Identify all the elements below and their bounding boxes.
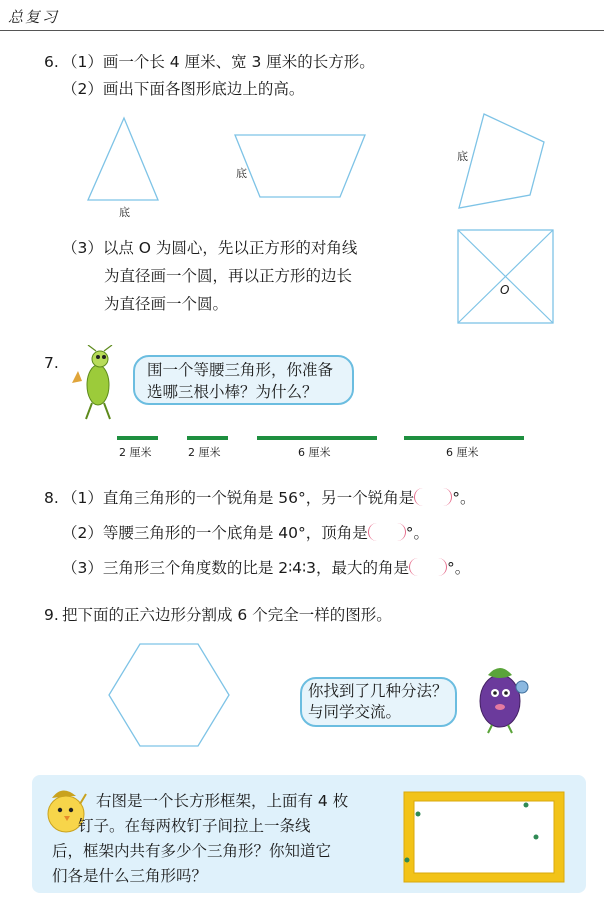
stick-label: 2 厘米 <box>119 446 152 459</box>
stick-label: 6 厘米 <box>446 446 479 459</box>
q6-shapes-figure <box>0 100 604 230</box>
q8-part3 <box>62 557 470 579</box>
stick-label: 6 厘米 <box>298 446 331 459</box>
square-with-diagonals-figure <box>456 228 556 326</box>
q7-bubble-line1: 围一个等腰三角形，你准备 <box>147 361 334 379</box>
challenge-line1: 右图是一个长方形框架，上面有 4 枚 <box>96 792 349 810</box>
q8-part1-unit: °。 <box>452 489 476 507</box>
stick-2cm-b <box>187 436 228 440</box>
header-divider <box>0 30 604 31</box>
nail-icon <box>524 803 529 808</box>
challenge-line3: 后，框架内共有多少个三角形？你知道它 <box>52 842 332 860</box>
q8-part3-unit: °。 <box>446 559 471 577</box>
triangle-shape <box>88 118 158 200</box>
hexagon-figure <box>105 640 235 750</box>
center-o-label: O <box>500 283 510 297</box>
q7-bubble-line2: 选哪三根小棒？为什么？ <box>147 383 318 401</box>
quadrilateral-base-label: 底 <box>457 150 468 163</box>
challenge-line4: 们各是什么三角形吗？ <box>52 867 208 885</box>
q8-number: 8. <box>44 489 59 507</box>
q9-bubble-line1: 你找到了几种分法？ <box>308 682 448 700</box>
q6-number: 6. <box>44 53 59 71</box>
q6-part3-line3: 为直径画一个圆。 <box>104 295 229 313</box>
page-header: 总复习 <box>8 8 60 26</box>
stick-2cm-a <box>117 436 158 440</box>
frame-inner <box>414 801 554 873</box>
q6-part1: （1）画一个长 4 厘米、宽 3 厘米的长方形。 <box>62 53 375 71</box>
q9-bubble-line2: 与同学交流。 <box>308 703 402 721</box>
nail-icon <box>416 812 421 817</box>
q6-part3-line1: （3）以点 O 为圆心，先以正方形的对角线 <box>62 239 358 257</box>
q8-part1-text: （1）直角三角形的一个锐角是 56°，另一个锐角是 <box>62 489 415 507</box>
stick-6cm-b <box>404 436 524 440</box>
q8-part2-unit: °。 <box>405 524 430 542</box>
parallelogram-base-label: 底 <box>236 167 247 180</box>
answer-blank[interactable] <box>414 488 452 506</box>
q8-part2-text: （2）等腰三角形的一个底角是 40°，顶角是 <box>62 524 368 542</box>
q8-part3-text: （3）三角形三个角度数的比是 2∶4∶3，最大的角是 <box>62 559 409 577</box>
hexagon-shape <box>109 644 229 746</box>
eggplant-mascot-icon <box>470 655 540 735</box>
stick-6cm-a <box>257 436 377 440</box>
q7-number: 7. <box>44 354 59 372</box>
q6-part2: （2）画出下面各图形底边上的高。 <box>62 80 305 98</box>
stick-label: 2 厘米 <box>188 446 221 459</box>
triangle-base-label: 底 <box>119 206 130 219</box>
nail-icon <box>534 835 539 840</box>
q8-part2 <box>62 522 429 544</box>
answer-blank[interactable] <box>368 523 406 541</box>
q9-number: 9. <box>44 606 59 624</box>
parallelogram-shape <box>235 135 365 197</box>
grasshopper-mascot-icon <box>70 345 122 421</box>
answer-blank[interactable] <box>409 558 447 576</box>
q9-text: 把下面的正六边形分割成 6 个完全一样的图形。 <box>62 606 392 624</box>
quadrilateral-shape <box>459 114 544 208</box>
challenge-line2: 钉子。在每两枚钉子间拉上一条线 <box>78 817 311 835</box>
q6-part3-line2: 为直径画一个圆，再以正方形的边长 <box>104 267 353 285</box>
nail-icon <box>405 858 410 863</box>
rectangle-frame-figure <box>402 790 566 884</box>
q8-part1 <box>62 487 476 509</box>
